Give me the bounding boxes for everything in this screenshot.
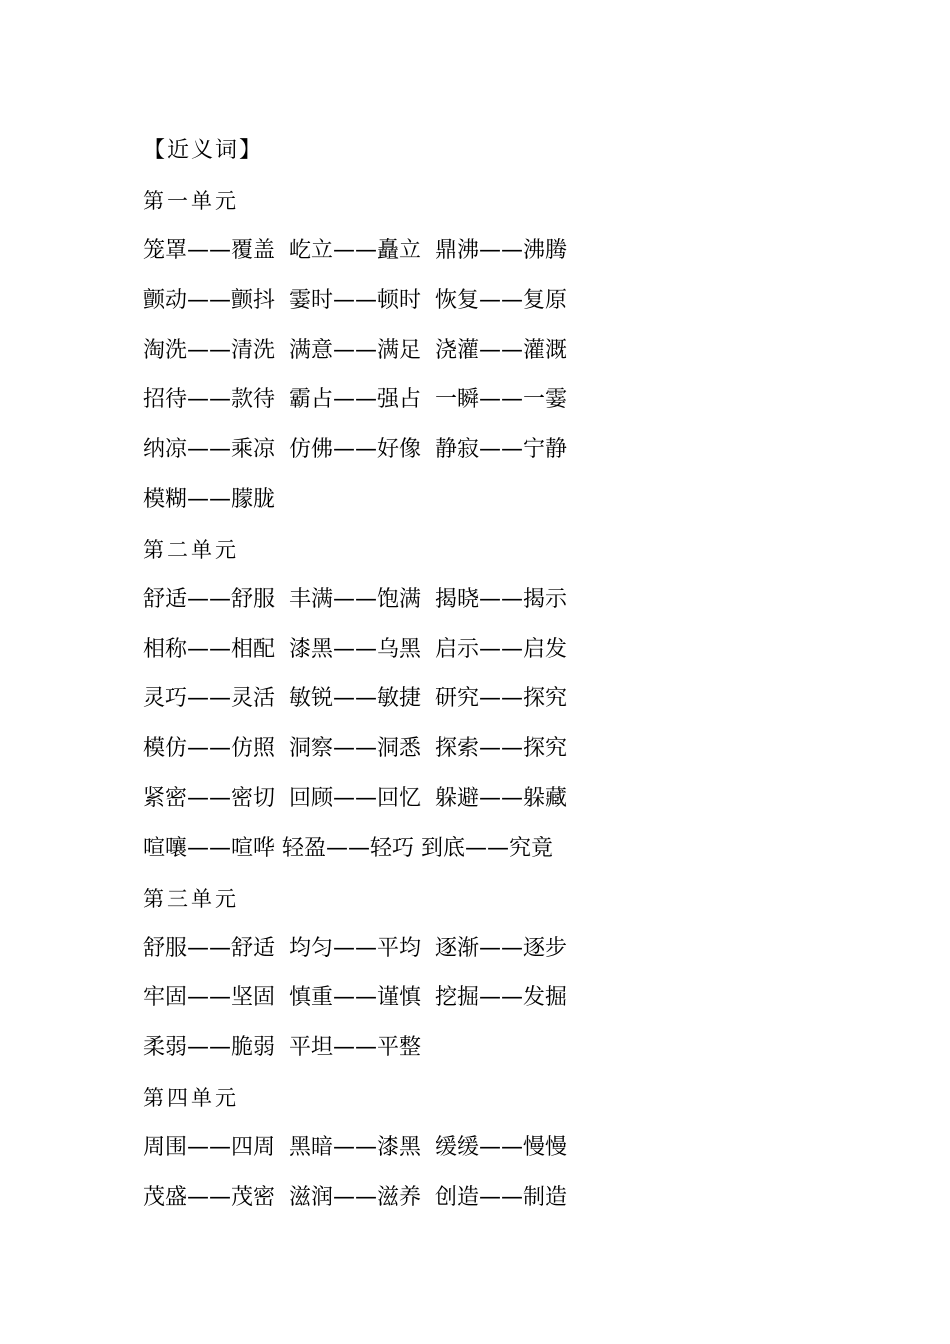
- synonym-row: 紧密——密切 回顾——回忆 躲避——躲藏: [143, 785, 567, 811]
- synonym-row: 柔弱——脆弱 平坦——平整: [143, 1035, 421, 1061]
- synonym-row: 笼罩——覆盖 屹立——矗立 鼎沸——沸腾: [143, 238, 567, 263]
- document-title: 【近义词】: [143, 138, 264, 163]
- synonym-row: 招待——款待 霸占——强占 一瞬——一霎: [143, 387, 567, 413]
- unit-heading-2: 第二单元: [143, 537, 239, 562]
- synonym-row: 舒服——舒适 均匀——平均 逐渐——逐步: [143, 935, 567, 961]
- unit-heading-1: 第一单元: [143, 189, 239, 213]
- synonym-row: 舒适——舒服 丰满——饱满 揭晓——揭示: [143, 586, 567, 612]
- synonym-row: 相称——相配 漆黑——乌黑 启示——启发: [143, 636, 567, 662]
- synonym-row: 模糊——朦胧: [143, 486, 276, 512]
- synonym-row: 模仿——仿照 洞察——洞悉 探索——探究: [143, 736, 567, 762]
- unit-heading-3: 第三单元: [143, 886, 239, 911]
- synonym-row: 茂盛——茂密 滋润——滋养 创造——制造: [143, 1184, 567, 1210]
- synonym-row: 牢固——坚固 慎重——谨慎 挖掘——发掘: [143, 985, 567, 1011]
- synonym-row: 周围——四周 黑暗——漆黑 缓缓——慢慢: [143, 1134, 567, 1160]
- synonym-row: 灵巧——灵活 敏锐——敏捷 研究——探究: [143, 686, 567, 712]
- synonym-row: 纳凉——乘凉 仿佛——好像 静寂——宁静: [143, 437, 567, 463]
- synonym-row: 喧嚷——喧哗 轻盈——轻巧 到底——究竟: [143, 835, 553, 861]
- synonym-row: 颤动——颤抖 霎时——顿时 恢复——复原: [143, 287, 567, 313]
- synonym-row: 淘洗——清洗 满意——满足 浇灌——灌溉: [143, 337, 567, 363]
- unit-heading-4: 第四单元: [143, 1085, 239, 1110]
- document-page: [143, 126, 843, 1223]
